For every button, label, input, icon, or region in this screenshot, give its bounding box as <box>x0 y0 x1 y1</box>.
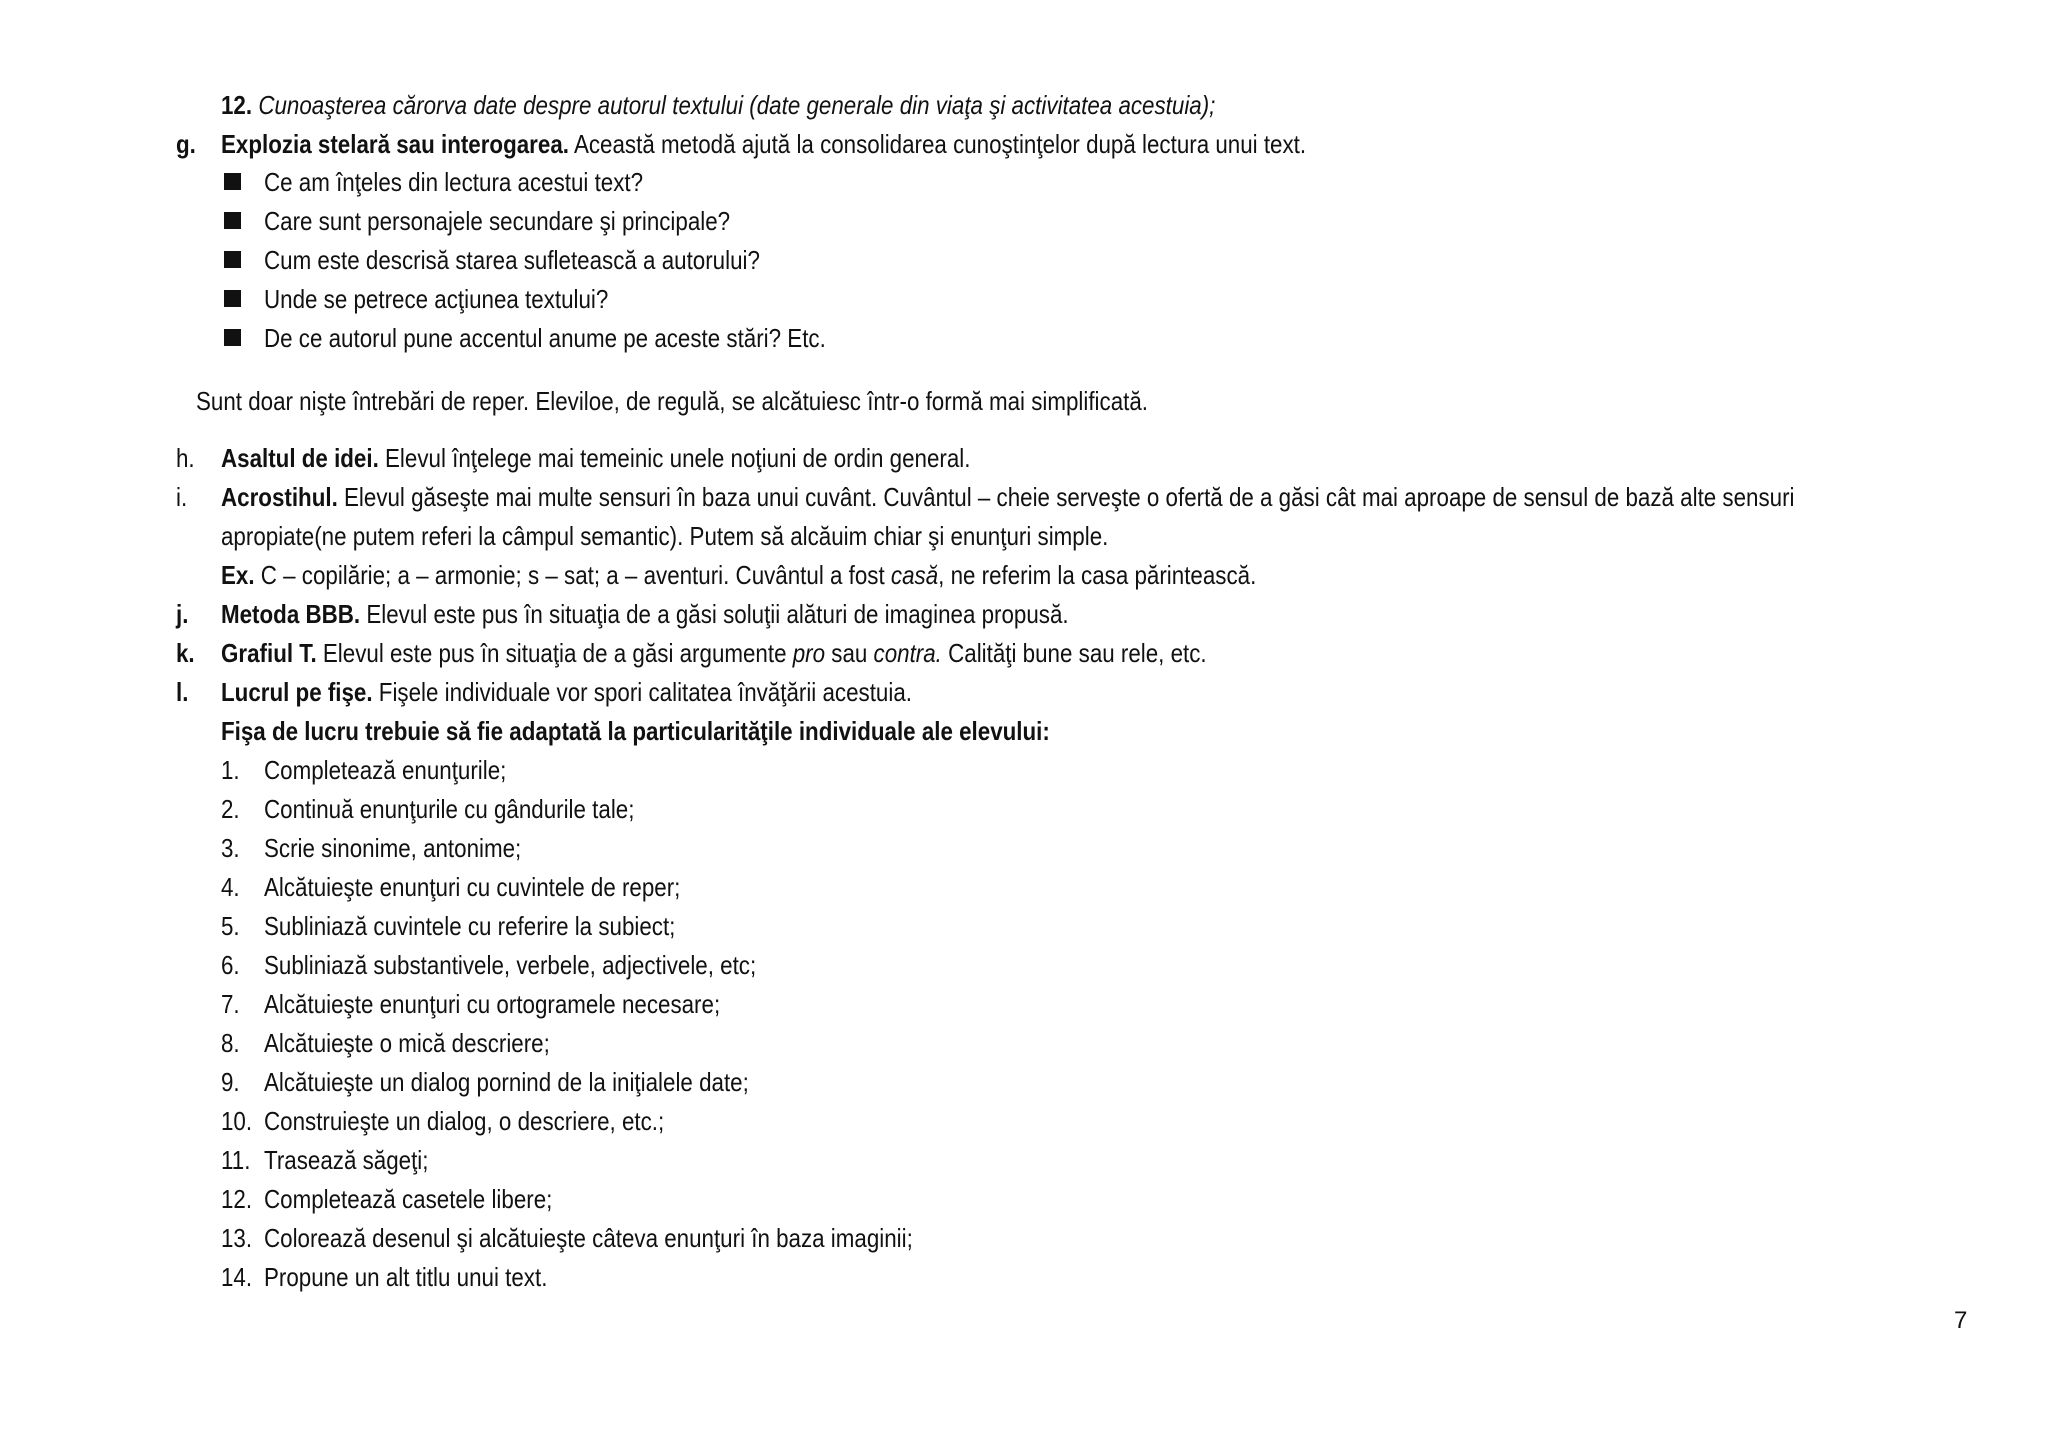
list-item-text: Completează casetele libere; <box>264 1184 553 1214</box>
list-item-number: 6. <box>221 950 240 980</box>
section-letter-k: k. <box>176 638 195 668</box>
item-text: Cunoaşterea cărorva date despre autorul textului (date generale din viaţa şi activitatea acestuia); <box>258 90 1216 120</box>
section-text-mid: sau <box>825 638 874 668</box>
section-i-heading <box>221 481 1795 513</box>
list-item <box>221 89 1215 121</box>
list-item-text: Completează enunţurile; <box>264 755 507 785</box>
keyword-contra: contra. <box>873 638 942 668</box>
section-l-heading <box>221 676 912 708</box>
item-number: 12. <box>221 90 253 120</box>
bullet-item: De ce autorul pune accentul anume pe aceste stări? Etc. <box>264 323 826 353</box>
list-item-number: 13. <box>221 1223 253 1253</box>
example-keyword: casă <box>890 560 939 590</box>
section-letter-i: i. <box>176 482 188 512</box>
section-k-heading <box>221 637 1207 669</box>
bullet-item: Care sunt personajele secundare şi principale? <box>264 206 731 236</box>
list-item-text: Alcătuieşte enunţuri cu cuvintele de reper; <box>264 872 681 902</box>
keyword-pro: pro <box>792 638 826 668</box>
list-item-text: Alcătuieşte enunţuri cu ortogramele necesare; <box>264 989 721 1019</box>
list-item-number: 8. <box>221 1028 240 1058</box>
list-item-number: 2. <box>221 794 240 824</box>
section-j-heading <box>221 598 1069 630</box>
bullet-item: Ce am înţeles din lectura acestui text? <box>264 167 644 197</box>
list-item-number: 5. <box>221 911 240 941</box>
list-item-number: 4. <box>221 872 240 902</box>
page-number: 7 <box>1954 1307 1968 1334</box>
list-item-number: 9. <box>221 1067 240 1097</box>
example-line <box>221 559 1256 591</box>
section-text: Elevul este pus în situaţia de a găsi soluţii alături de imaginea propusă. <box>360 599 1069 629</box>
worksheet-subtitle: Fişa de lucru trebuie să fie adaptată la particularităţile individuale ale elevului: <box>221 716 1050 746</box>
list-item-number: 11. <box>221 1145 251 1175</box>
section-text: Elevul înţelege mai temeinic unele noţiuni de ordin general. <box>378 443 971 473</box>
list-item-text: Alcătuieşte o mică descriere; <box>264 1028 550 1058</box>
list-item-number: 1. <box>221 755 240 785</box>
section-text: Fişele individuale vor spori calitatea învăţării acestuia. <box>372 677 912 707</box>
bullet-square-icon <box>224 212 241 229</box>
example-text-end: , ne referim la casa părintească. <box>938 560 1257 590</box>
list-item-text: Subliniază substantivele, verbele, adjectivele, etc; <box>264 950 757 980</box>
section-title: Grafiul T. <box>221 638 317 668</box>
section-title: Metoda BBB. <box>221 599 361 629</box>
bullet-item: Cum este descrisă starea sufletească a autorului? <box>264 245 760 275</box>
list-item-number: 14. <box>221 1262 253 1292</box>
list-item-number: 7. <box>221 989 240 1019</box>
section-letter-l: l. <box>176 677 189 707</box>
list-item-text: Continuă enunţurile cu gândurile tale; <box>264 794 635 824</box>
section-g-heading <box>221 128 1306 160</box>
section-letter-g: g. <box>176 129 196 159</box>
section-title: Asaltul de idei. <box>221 443 379 473</box>
list-item-text: Scrie sinonime, antonime; <box>264 833 522 863</box>
list-item-text: Alcătuieşte un dialog pornind de la iniţialele date; <box>264 1067 749 1097</box>
example-text: C – copilărie; a – armonie; s – sat; a – aventuri. Cuvântul a fost <box>254 560 891 590</box>
section-text: Această metodă ajută la consolidarea cunoştinţelor după lectura unui text. <box>568 129 1307 159</box>
bullet-square-icon <box>224 290 241 307</box>
list-item-number: 3. <box>221 833 240 863</box>
list-item-number: 10. <box>221 1106 253 1136</box>
section-text: Elevul este pus în situaţia de a găsi argumente <box>316 638 793 668</box>
section-text: Elevul găseşte mai multe sensuri în baza unui cuvânt. Cuvântul – cheie serveşte o ofertă de a găsi cât mai aproape de sensul de bază alte sensuri <box>337 482 1795 512</box>
list-item-text: Subliniază cuvintele cu referire la subiect; <box>264 911 676 941</box>
section-text-end: Calităţi bune sau rele, etc. <box>941 638 1207 668</box>
note-paragraph: Sunt doar nişte întrebări de reper. Eleviloe, de regulă, se alcătuiesc într-o formă mai simplificată. <box>196 386 1149 416</box>
bullet-item: Unde se petrece acţiunea textului? <box>264 284 609 314</box>
bullet-square-icon <box>224 173 241 190</box>
section-i-continuation: apropiate(ne putem referi la câmpul semantic). Putem să alcăuim chiar şi enunţuri simple. <box>221 521 1109 551</box>
list-item-text: Colorează desenul şi alcătuieşte câteva enunţuri în baza imaginii; <box>264 1223 913 1253</box>
example-label: Ex. <box>221 560 255 590</box>
section-h-heading <box>221 442 970 474</box>
section-letter-h: h. <box>176 443 195 473</box>
list-item-text: Propune un alt titlu unui text. <box>264 1262 548 1292</box>
list-item-text: Trasează săgeţi; <box>264 1145 429 1175</box>
bullet-square-icon <box>224 251 241 268</box>
section-title: Acrostihul. <box>221 482 338 512</box>
section-letter-j: j. <box>176 599 189 629</box>
bullet-square-icon <box>224 329 241 346</box>
section-title: Lucrul pe fişe. <box>221 677 373 707</box>
section-title: Explozia stelară sau interogarea. <box>221 129 569 159</box>
list-item-text: Construieşte un dialog, o descriere, etc.; <box>264 1106 665 1136</box>
list-item-number: 12. <box>221 1184 253 1214</box>
